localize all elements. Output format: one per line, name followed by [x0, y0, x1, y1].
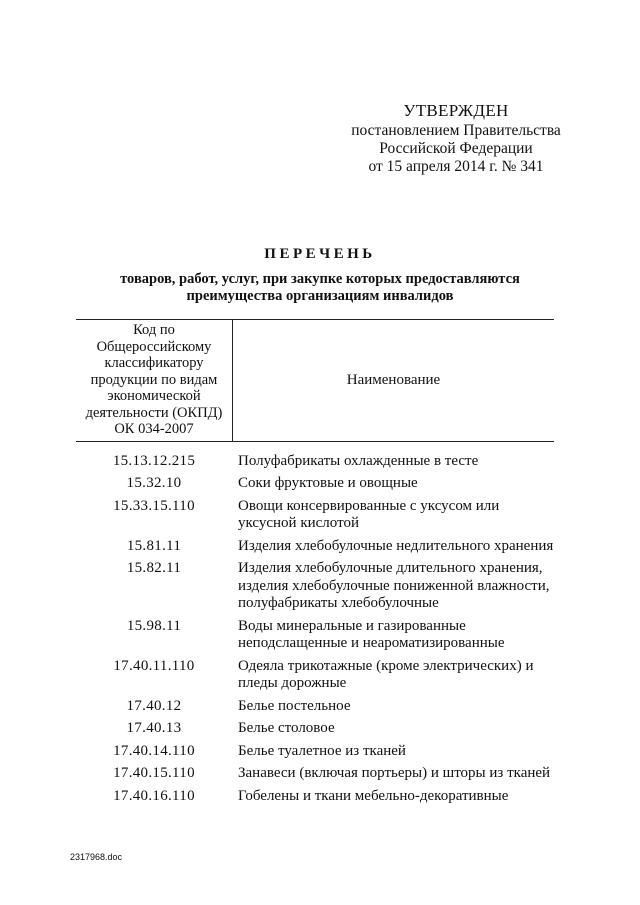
- row-name: [232, 765, 554, 783]
- row-name-line: Белье постельное: [238, 697, 351, 714]
- table-row: [76, 453, 554, 471]
- name-column-header: Наименование: [346, 371, 441, 388]
- row-code: 17.40.13: [126, 720, 182, 736]
- row-code: 15.32.10: [126, 475, 182, 491]
- table-row: [76, 475, 554, 493]
- row-name: [232, 743, 554, 761]
- table-header: [76, 319, 554, 442]
- row-name: [232, 658, 554, 693]
- row-name-line: пледы дорожные: [238, 675, 347, 691]
- table-row: [76, 720, 554, 738]
- table-row: [76, 765, 554, 783]
- row-code: 17.40.14.110: [113, 742, 195, 759]
- table-body: [76, 442, 554, 806]
- table-row: [76, 618, 554, 653]
- row-name-line: Овощи консервированные с уксусом или: [238, 497, 500, 514]
- row-name-line: Одеяла трикотажные (кроме электрических) и: [238, 657, 534, 674]
- document-title: ПЕРЕЧЕНЬ: [264, 246, 376, 262]
- row-name: [232, 618, 554, 653]
- row-name-line: полуфабрикаты хлебобулочные: [238, 595, 439, 611]
- row-name-line: изделия хлебобулочные пониженной влажности,: [238, 577, 550, 594]
- row-name: [232, 475, 554, 493]
- file-name-footer: 2317968.doc: [70, 852, 123, 862]
- code-header-line: Код по: [133, 322, 175, 338]
- table-row: [76, 658, 554, 693]
- code-header-line: ОК 034-2007: [114, 421, 194, 437]
- row-code: 15.81.11: [126, 537, 182, 554]
- approved-label: УТВЕРЖДЕН: [403, 101, 509, 120]
- approval-line-2: Российской Федерации: [379, 140, 533, 157]
- row-name-line: Воды минеральные и газированные: [238, 617, 466, 634]
- row-name: [232, 720, 554, 738]
- row-code: 15.98.11: [126, 617, 182, 634]
- row-code: 17.40.11.110: [113, 657, 195, 674]
- row-name: [232, 538, 554, 556]
- table-row: [76, 698, 554, 716]
- approval-line-3: от 15 апреля 2014 г. № 341: [368, 158, 544, 175]
- row-name-line: Белье столовое: [238, 720, 335, 736]
- row-name-line: Соки фруктовые и овощные: [238, 475, 418, 491]
- code-header-line: Общероссийскому: [96, 338, 212, 355]
- row-code: 15.13.12.215: [112, 452, 196, 469]
- goods-table: [76, 319, 554, 810]
- row-code: 15.82.11: [126, 560, 182, 576]
- approval-line-1: постановлением Правительства: [351, 122, 561, 139]
- code-header-line: деятельности (ОКПД): [85, 404, 223, 421]
- subtitle-line-1: товаров, работ, услуг, при закупке которых предоставляются: [120, 271, 520, 287]
- code-header-line: экономической: [107, 388, 201, 404]
- row-name: [232, 453, 554, 471]
- row-code: 17.40.12: [126, 697, 182, 714]
- code-header-line: классификатору: [104, 355, 204, 371]
- table-row: [76, 498, 554, 533]
- row-name: [232, 498, 554, 533]
- row-code: 17.40.15.110: [113, 765, 195, 781]
- row-code: 17.40.16.110: [113, 787, 195, 804]
- code-header-line: продукции по видам: [90, 371, 218, 388]
- code-column-header: [76, 320, 233, 441]
- row-name-line: Изделия хлебобулочные недлительного хранения: [238, 537, 554, 554]
- document-subtitle: [70, 271, 570, 305]
- row-name-line: уксусной кислотой: [238, 515, 359, 531]
- row-name-line: Полуфабрикаты охлажденные в тесте: [238, 452, 479, 469]
- table-row: [76, 743, 554, 761]
- table-row: [76, 788, 554, 806]
- row-name: [232, 698, 554, 716]
- row-name-line: Белье туалетное из тканей: [238, 742, 406, 759]
- row-name-line: Гобелены и ткани мебельно-декоративные: [238, 787, 509, 804]
- row-name: [232, 560, 554, 613]
- row-code: 15.33.15.110: [113, 497, 195, 514]
- table-row: [76, 538, 554, 556]
- table-row: [76, 560, 554, 613]
- row-name: [232, 788, 554, 806]
- row-name-line: Занавеси (включая портьеры) и шторы из тканей: [238, 765, 551, 781]
- row-name-line: неподслащенные и неароматизированные: [238, 635, 505, 651]
- subtitle-line-2: преимущества организациям инвалидов: [186, 288, 454, 304]
- approval-block: [346, 100, 566, 176]
- row-name-line: Изделия хлебобулочные длительного хранения,: [238, 560, 543, 576]
